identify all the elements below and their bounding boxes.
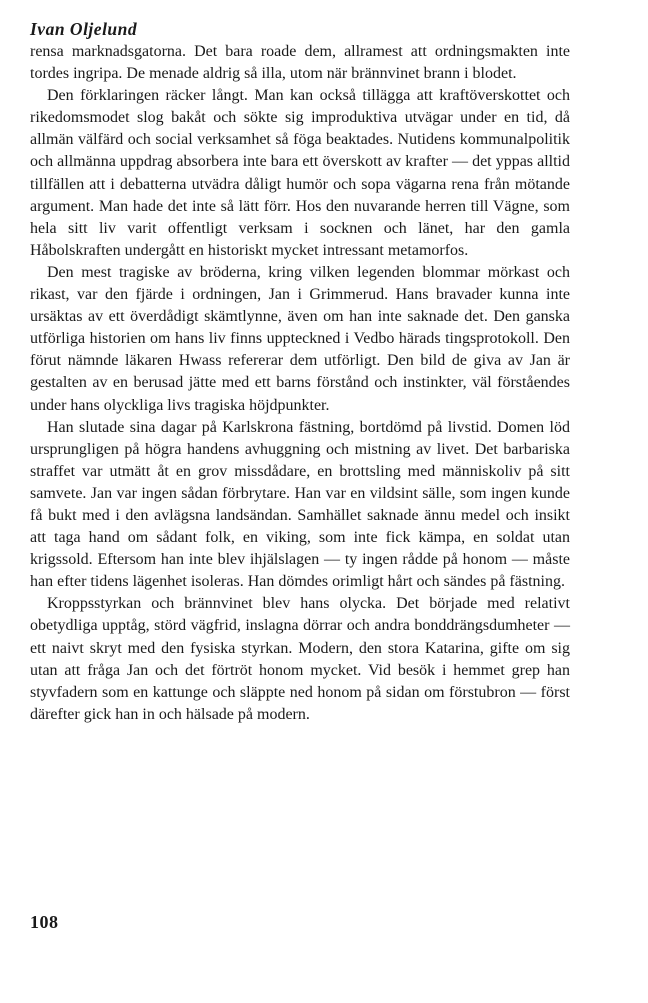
paragraph-1: rensa marknadsgatorna. Det bara roade dem, allramest att ordningsmakten inte tordes ingripa. De menade aldrig så illa, utom när brännvinet brann i blodet. [30, 43, 570, 83]
paragraph-5: Kroppsstyrkan och brännvinet blev hans olycka. Det började med relativt obetydliga upptåg, störd vägfrid, inslagna dörrar och andra bonddrängsdumheter — ett naivt skryt med den fysiska styrkan. Modern, den stora Katarina, gifte om sig utan att fråga Jan och det förtröt honom mycket. Vid besök i hemmet grep han styvfadern som en kattunge och släppte ned honom på sidan om förstubron — först därefter gick han in och hälsade på modern. [30, 595, 570, 723]
book-page [30, 18, 570, 726]
paragraph-3: Den mest tragiske av bröderna, kring vilken legenden blommar mörkast och rikast, var den fjärde i ordningen, Jan i Grimmerud. Hans bravader kunna inte ursäktas av ett överdådigt skämtlynne, även om han inte saknade det. Den ganska utförliga historien om hans liv finns uppteckned i Vedbo härads tingsprotokoll. Den förut nämnde läkaren Hwass refererar dem utförligt. Den bild de giva av Jan är gestalten av en berusad jätte med ett barns förstånd och instinkter, väl förståendes under hans olyckliga livs tragiska höjdpunkter. [30, 263, 570, 414]
paragraph-4: Han slutade sina dagar på Karlskrona fästning, bortdömd på livstid. Domen löd ursprungligen på högra handens avhuggning och mistning av livet. Det barbariska straffet var utmätt åt en grov missdådare, en brottsling med människoliv på sitt samvete. Jan var ingen sådan förbrytare. Han var en vildsint sälle, som ingen kunde få bukt med i den avlägsna landsändan. Samhället saknade ännu medel och insikt att taga hand om sådant folk, en viking, som inte fick kämpa, en soldat utan krigssold. Eftersom han inte blev ihjälslagen — ty ingen rådde på honom — måste han efter tidens lägenhet isoleras. Han dömdes orimligt hårt och sändes på fästning. [30, 418, 570, 591]
paragraph-2: Den förklaringen räcker långt. Man kan också tillägga att kraftöverskottet och rikedomsmodet slog bakåt och sökte sig improduktiva utvägar under en tid, då allmän välfärd och social verksamhet så föga beaktades. Nutidens kommunalpolitik och allmänna uppdrag absorbera inte bara ett överskott av krafter — det yppas alltid tillfällen att i debatterna utvädra dåligt humör och sopa vägarna rena från mötande argument. Man hade det inte så lätt förr. Hos den nuvarande herren till Vägne, som hela sitt liv varit offentligt verksam i socknen och länet, har den gamla Håbolskraften undergått en historiskt mycket intressant metamorfos. [30, 87, 570, 259]
page-number: 108 [30, 912, 59, 932]
body-text [30, 41, 570, 726]
running-head-author: Ivan Oljelund [30, 19, 138, 39]
